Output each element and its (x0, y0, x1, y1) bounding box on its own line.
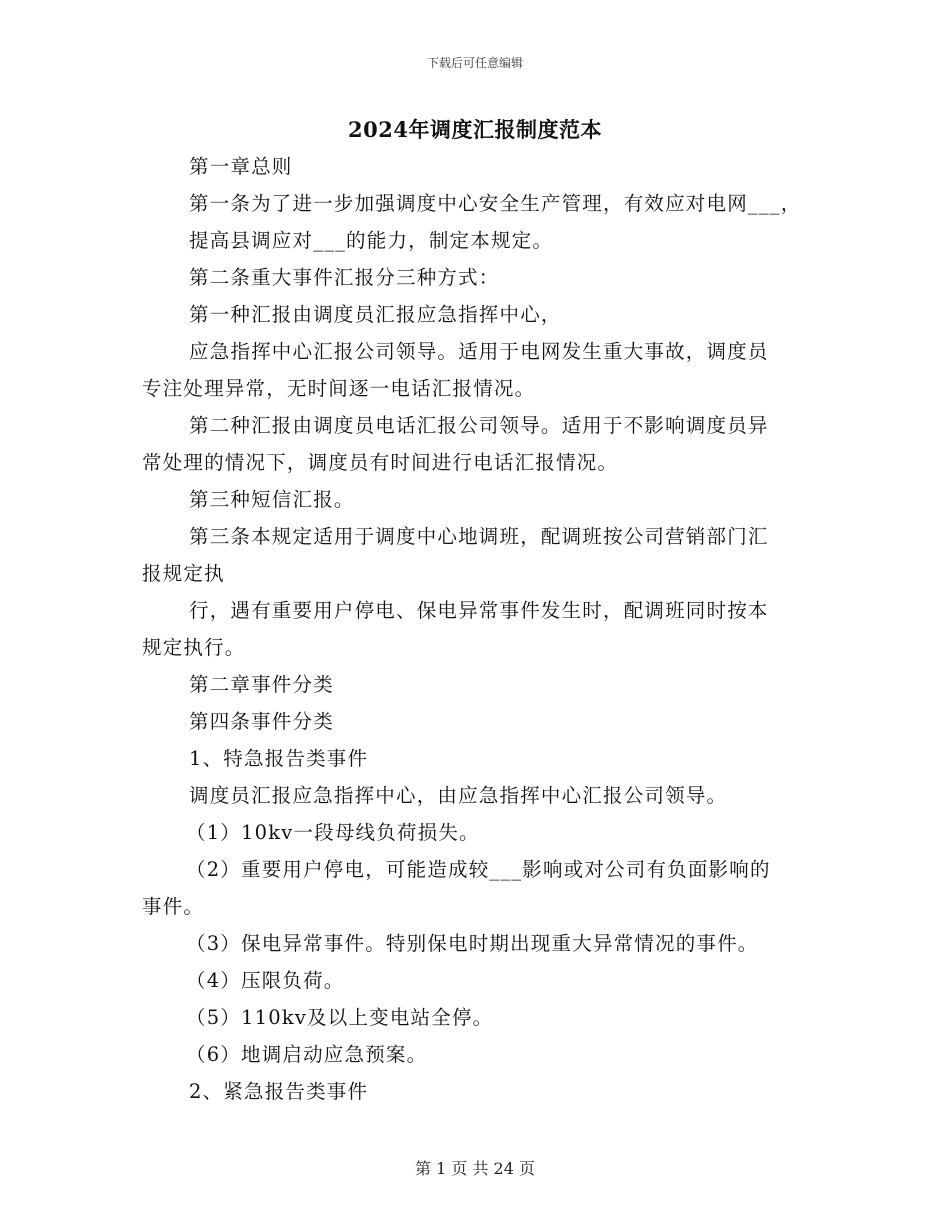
paragraph-line: 专注处理异常，无时间逐一电话汇报情况。 (142, 377, 536, 400)
paragraph-line: 常处理的情况下，调度员有时间进行电话汇报情况。 (142, 451, 619, 474)
paragraph-line: 报规定执 (142, 562, 225, 585)
paragraph-line: 第三种短信汇报。 (189, 488, 355, 511)
paragraph-line: 事件。 (142, 895, 205, 918)
document-title: 2024年调度汇报制度范本 (348, 117, 602, 142)
list-item: （2）重要用户停电，可能造成较___影响或对公司有负面影响的 (186, 858, 771, 881)
page-number: 第 1 页 共 24 页 (415, 1159, 535, 1178)
chapter-heading: 第二章事件分类 (189, 673, 334, 696)
paragraph-line: 第三条本规定适用于调度中心地调班，配调班按公司营销部门汇 (189, 525, 769, 548)
paragraph-line: 第四条事件分类 (189, 710, 334, 733)
list-item: （1）10kv一段母线负荷损失。 (186, 821, 480, 844)
section-heading: 2、紧急报告类事件 (189, 1080, 369, 1103)
list-item: （3）保电异常事件。特别保电时期出现重大异常情况的事件。 (186, 932, 759, 955)
paragraph-line: 行，遇有重要用户停电、保电异常事件发生时，配调班同时按本 (189, 599, 769, 622)
list-item: （5）110kv及以上变电站全停。 (186, 1006, 494, 1029)
paragraph-line: 第一种汇报由调度员汇报应急指挥中心， (189, 303, 562, 326)
list-item: （4）压限负荷。 (186, 969, 345, 992)
page-header-note: 下载后可任意编辑 (426, 56, 523, 70)
paragraph-line: 第二种汇报由调度员电话汇报公司领导。适用于不影响调度员异 (189, 414, 769, 437)
paragraph-line: 调度员汇报应急指挥中心，由应急指挥中心汇报公司领导。 (189, 784, 728, 807)
section-heading: 1、特急报告类事件 (189, 747, 369, 770)
paragraph-line: 第二条重大事件汇报分三种方式： (189, 266, 500, 289)
paragraph-line: 提高县调应对___的能力，制定本规定。 (189, 229, 554, 252)
document-body (142, 148, 812, 1110)
paragraph-line: 第一条为了进一步加强调度中心安全生产管理，有效应对电网___， (189, 192, 802, 215)
list-item: （6）地调启动应急预案。 (186, 1043, 428, 1066)
paragraph-line: 规定执行。 (142, 636, 246, 659)
chapter-heading: 第一章总则 (189, 155, 293, 178)
paragraph-line: 应急指挥中心汇报公司领导。适用于电网发生重大事故，调度员 (189, 340, 769, 363)
